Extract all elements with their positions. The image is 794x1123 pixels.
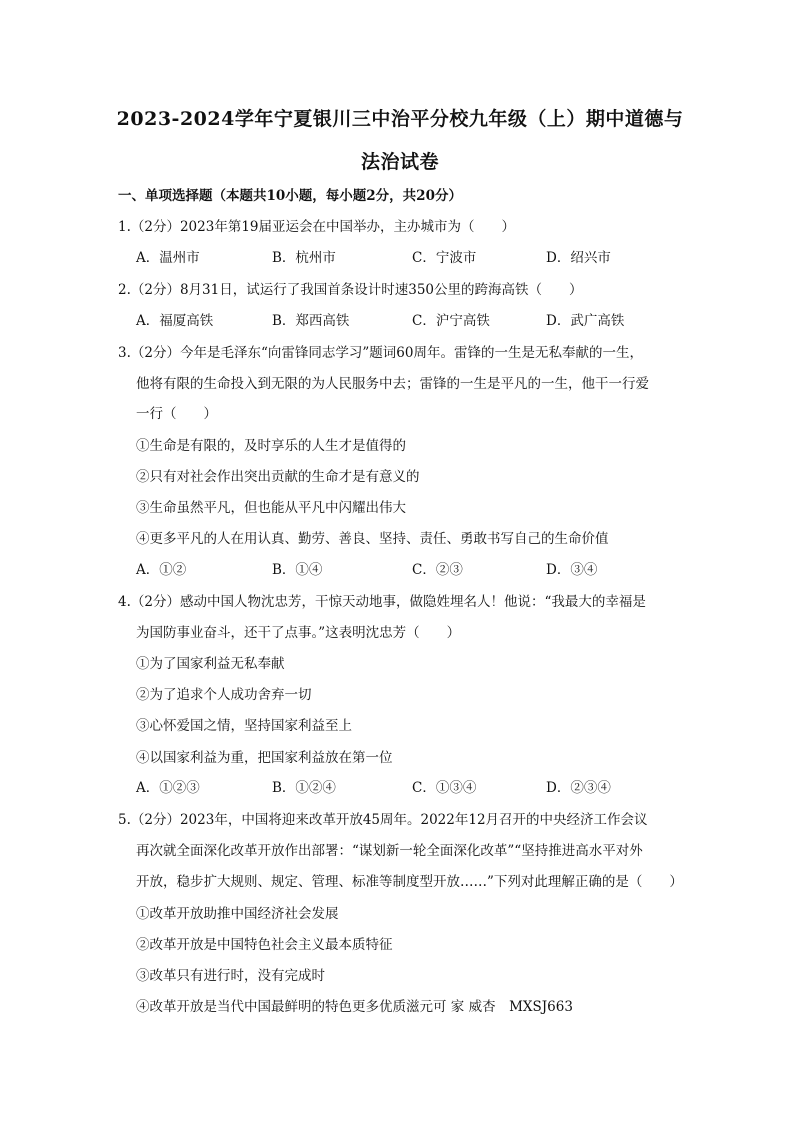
q3-option-b: B．①④ xyxy=(272,562,323,578)
q4-option-b: B．①②④ xyxy=(272,780,336,796)
q5-item-4: ④改革开放是当代中国最鲜明的特色更多优质滋元可 家 威杏 MXSJ663 xyxy=(136,999,573,1015)
q4-item-4: ④以国家利益为重，把国家利益放在第一位 xyxy=(136,750,393,766)
q3-option-a: A．①② xyxy=(136,562,187,578)
q4-option-a: A．①②③ xyxy=(136,780,200,796)
q3-stem-line1: 3.（2分）今年是毛泽东“向雷锋同志学习”题词60周年。雷锋的一生是无私奉献的一生， xyxy=(118,345,643,361)
q3-option-d: D．③④ xyxy=(546,562,598,578)
q2-option-b: B．郑西高铁 xyxy=(272,313,350,329)
q2-stem: 2.（2分）8月31日，试运行了我国首条设计时速350公里的跨海高铁（ ） xyxy=(118,282,583,298)
exam-title-line2: 法治试卷 xyxy=(360,151,439,173)
q3-stem-line2: 他将有限的生命投入到无限的为人民服务中去；雷锋的一生是平凡的一生，他干一行爱 xyxy=(136,376,649,392)
q5-item-3: ③改革只有进行时，没有完成时 xyxy=(136,968,325,984)
q3-option-c: C．②③ xyxy=(412,562,463,578)
q5-item-1: ①改革开放助推中国经济社会发展 xyxy=(136,906,339,922)
q4-item-1: ①为了国家利益无私奉献 xyxy=(136,656,285,672)
q5-item-2: ②改革开放是中国特色社会主义最本质特征 xyxy=(136,937,393,953)
q3-item-2: ②只有对社会作出突出贡献的生命才是有意义的 xyxy=(136,469,420,485)
q3-item-4: ④更多平凡的人在用认真、勤劳、善良、坚持、责任、勇敢书写自己的生命价值 xyxy=(136,531,609,547)
q1-option-a: A．温州市 xyxy=(136,250,200,266)
q3-stem-line3: 一行（ ） xyxy=(136,406,217,422)
q4-option-c: C．①③④ xyxy=(412,780,477,796)
q5-stem-line2: 再次就全面深化改革开放作出部署：“谋划新一轮全面深化改革”“坚持推进高水平对外 xyxy=(136,843,643,859)
q1-option-d: D．绍兴市 xyxy=(546,250,611,266)
q2-option-c: C．沪宁高铁 xyxy=(412,313,490,329)
q1-option-b: B．杭州市 xyxy=(272,250,336,266)
q5-stem-line1: 5.（2分）2023年，中国将迎来改革开放45周年。2022年12月召开的中央经济工作会议 xyxy=(118,812,648,828)
q3-item-1: ①生命是有限的，及时享乐的人生才是值得的 xyxy=(136,438,406,454)
q4-option-d: D．②③④ xyxy=(546,780,611,796)
exam-title-line1: 2023-2024学年宁夏银川三中治平分校九年级（上）期中道德与 xyxy=(116,108,684,130)
q5-stem-line3: 开放，稳步扩大规则、规定、管理、标准等制度型开放……”下列对此理解正确的是（ ） xyxy=(136,874,683,890)
q4-stem-line1: 4.（2分）感动中国人物沈忠芳，干惊天动地事，做隐姓埋名人！他说：“我最大的幸福是 xyxy=(118,594,646,610)
q4-item-2: ②为了追求个人成功舍弃一切 xyxy=(136,687,312,703)
q2-option-a: A．福厦高铁 xyxy=(136,313,214,329)
section-heading: 一、单项选择题（本题共10小题，每小题2分，共20分） xyxy=(118,188,462,204)
q3-item-3: ③生命虽然平凡，但也能从平凡中闪耀出伟大 xyxy=(136,500,406,516)
q1-option-c: C．宁波市 xyxy=(412,250,477,266)
q4-stem-line2: 为国防事业奋斗，还干了点事。”这表明沈忠芳（ ） xyxy=(136,625,461,641)
q1-stem: 1.（2分）2023年第19届亚运会在中国举办，主办城市为（ ） xyxy=(118,219,516,235)
q4-item-3: ③心怀爱国之情，坚持国家利益至上 xyxy=(136,718,352,734)
q2-option-d: D．武广高铁 xyxy=(546,313,625,329)
